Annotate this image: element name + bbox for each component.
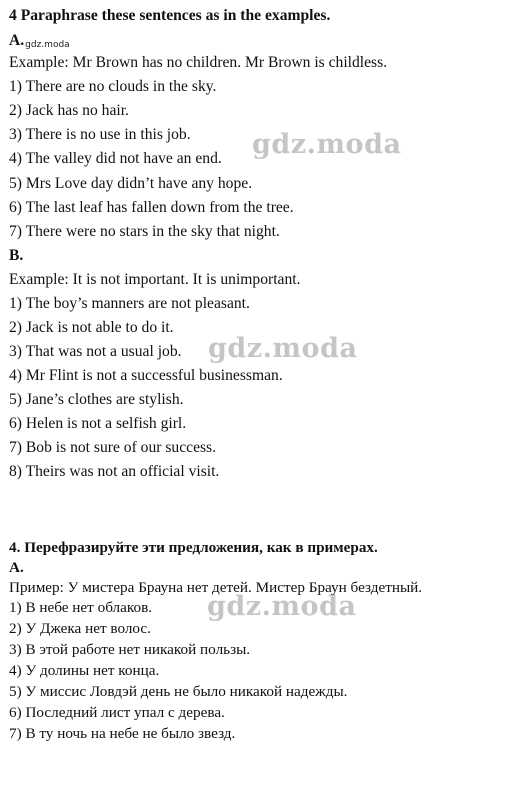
exercise-heading: 4 Paraphrase these sentences as in the examples. bbox=[9, 7, 331, 24]
watermark: gdz.moda bbox=[207, 591, 357, 622]
list-item: 4) У долины нет конца. bbox=[9, 662, 160, 679]
list-item: 2) Jack has no hair. bbox=[9, 102, 129, 119]
section-a-label bbox=[9, 31, 70, 53]
list-item: 6) Последний лист упал с дерева. bbox=[9, 704, 225, 721]
list-item: 3) There is no use in this job. bbox=[9, 126, 191, 143]
list-item: 1) В небе нет облаков. bbox=[9, 599, 153, 616]
list-item: 7) There were no stars in the sky that night. bbox=[9, 223, 280, 240]
section-a-example-ru: Пример: У мистера Брауна нет детей. Мистер Браун бездетный. bbox=[9, 579, 423, 596]
list-item: 2) Jack is not able to do it. bbox=[9, 319, 174, 336]
list-item: 7) Bob is not sure of our success. bbox=[9, 439, 217, 456]
section-a-label-ru: А. bbox=[9, 559, 24, 576]
list-item: 5) Jane’s clothes are stylish. bbox=[9, 391, 184, 408]
list-item: 8) Theirs was not an official visit. bbox=[9, 463, 220, 480]
watermark: gdz.moda bbox=[208, 333, 358, 364]
section-b-label: B. bbox=[9, 247, 24, 264]
list-item: 6) The last leaf has fallen down from the tree. bbox=[9, 199, 294, 216]
list-item: 4) The valley did not have an end. bbox=[9, 150, 222, 167]
list-item: 5) У миссис Ловдэй день не было никакой надежды. bbox=[9, 683, 348, 700]
list-item: 5) Mrs Love day didn’t have any hope. bbox=[9, 175, 253, 192]
exercise-heading-ru: 4. Перефразируйте эти предложения, как в примерах. bbox=[9, 539, 378, 556]
list-item: 1) The boy’s manners are not pleasant. bbox=[9, 295, 250, 312]
small-watermark: gdz.moda bbox=[25, 40, 70, 50]
list-item: 4) Mr Flint is not a successful businessman. bbox=[9, 367, 283, 384]
section-a-letter: A. bbox=[9, 32, 25, 49]
list-item: 2) У Джека нет волос. bbox=[9, 620, 151, 637]
section-a-example: Example: Mr Brown has no children. Mr Brown is childless. bbox=[9, 54, 388, 71]
list-item: 7) В ту ночь на небе не было звезд. bbox=[9, 725, 236, 742]
list-item: 3) В этой работе нет никакой пользы. bbox=[9, 641, 251, 658]
list-item: 1) There are no clouds in the sky. bbox=[9, 78, 217, 95]
watermark: gdz.moda bbox=[252, 129, 402, 160]
list-item: 3) That was not a usual job. bbox=[9, 343, 182, 360]
list-item: 6) Helen is not a selfish girl. bbox=[9, 415, 187, 432]
section-b-example: Example: It is not important. It is unimportant. bbox=[9, 271, 301, 288]
